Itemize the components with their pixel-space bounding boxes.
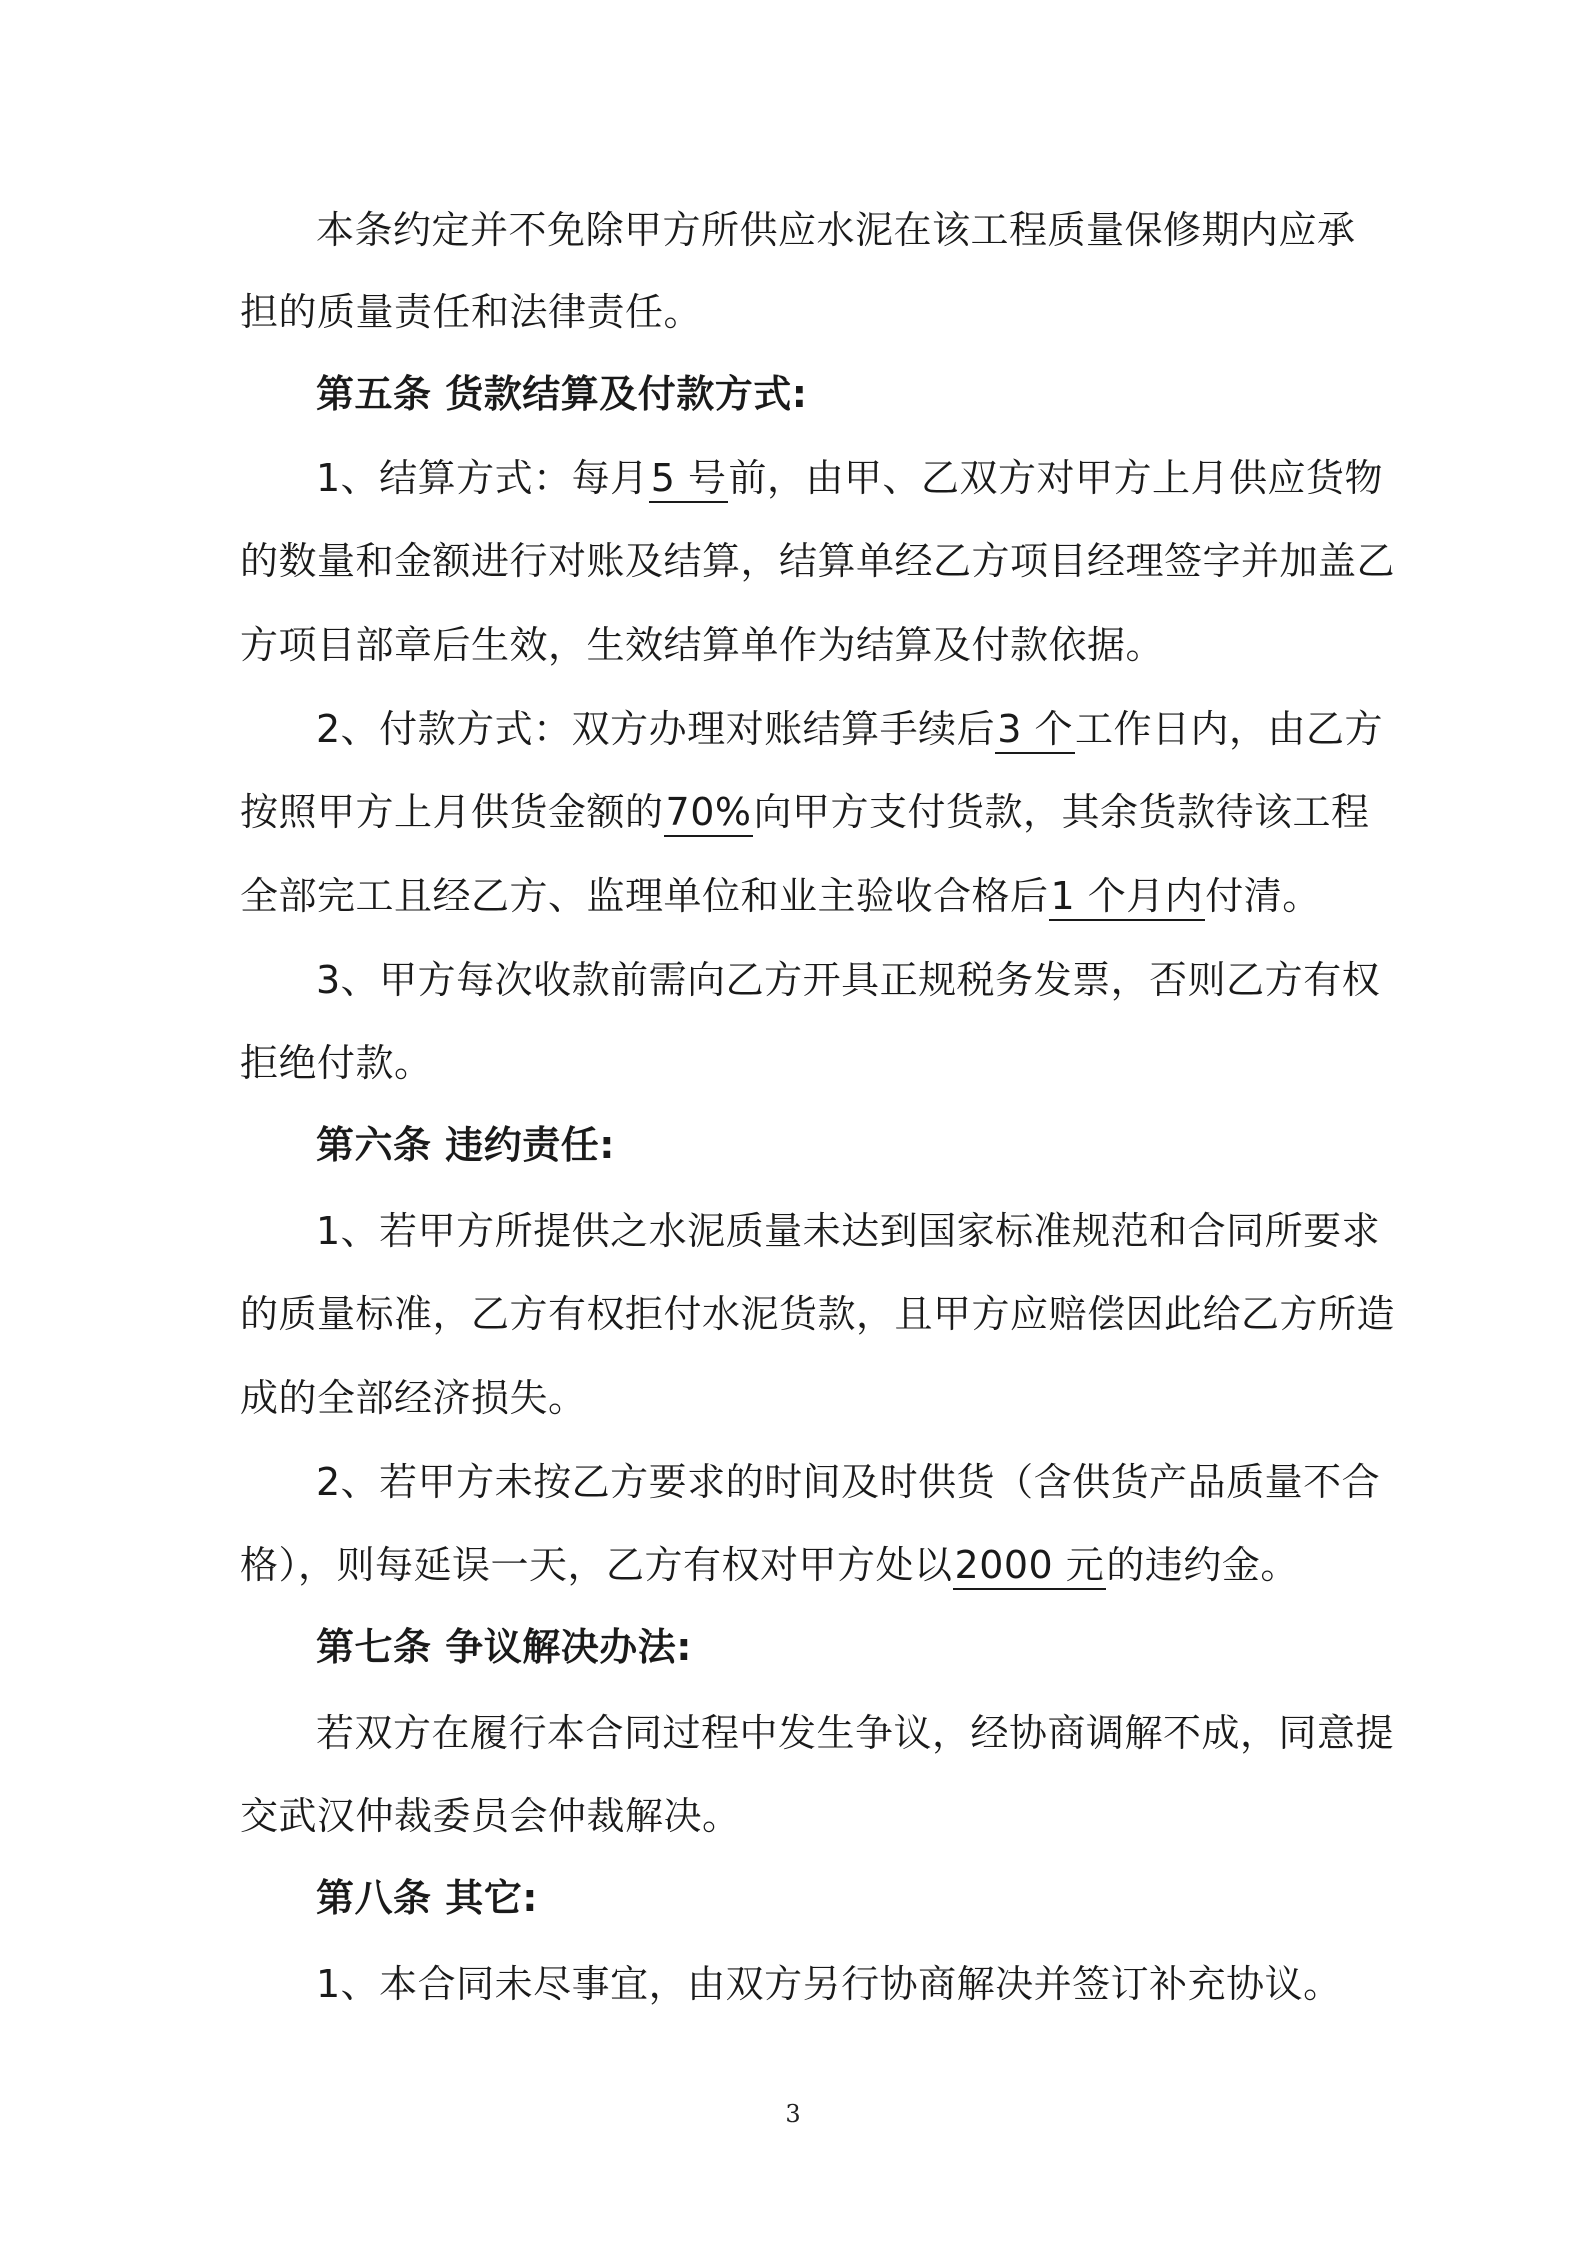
article-7-paragraph: 若双方在履行本合同过程中发生争议，经协商调解不成，同意提 xyxy=(316,1711,1395,1755)
paragraph-line: 拒绝付款。 xyxy=(240,1041,433,1085)
paragraph-line: 的数量和金额进行对账及结算，结算单经乙方项目经理签字并加盖乙 xyxy=(240,539,1396,583)
article-5-item-2: 2、付款方式：双方办理对账结算手续后3 个工作日内，由乙方 xyxy=(316,704,1360,754)
paragraph-line: 的质量标准，乙方有权拒付水泥货款，且甲方应赔偿因此给乙方所造 xyxy=(240,1292,1396,1336)
paragraph-line: 担的质量责任和法律责任。 xyxy=(240,290,703,334)
paragraph-line: 本条约定并不免除甲方所供应水泥在该工程质量保修期内应承 xyxy=(316,208,1356,252)
article-5-item-3: 3、甲方每次收款前需向乙方开具正规税务发票，否则乙方有权 xyxy=(316,958,1381,1002)
article-6-item-2: 2、若甲方未按乙方要求的时间及时供货（含供货产品质量不合 xyxy=(316,1460,1381,1504)
article-5-heading: 第五条 货款结算及付款方式: xyxy=(316,372,808,416)
page-number: 3 xyxy=(785,2100,801,2128)
paragraph-line: 成的全部经济损失。 xyxy=(240,1376,587,1420)
fill-in-months: 1 个月内 xyxy=(1049,873,1206,921)
paragraph-line: 全部完工且经乙方、监理单位和业主验收合格后1 个月内付清。 xyxy=(240,871,1360,921)
article-8-item-1: 1、本合同未尽事宜，由双方另行协商解决并签订补充协议。 xyxy=(316,1962,1342,2006)
article-7-heading: 第七条 争议解决办法: xyxy=(316,1625,692,1669)
fill-in-workdays: 3 个 xyxy=(995,706,1075,754)
paragraph-line: 方项目部章后生效，生效结算单作为结算及付款依据。 xyxy=(240,623,1165,667)
fill-in-penalty: 2000 元 xyxy=(953,1542,1107,1590)
paragraph-line: 交武汉仲裁委员会仲裁解决。 xyxy=(240,1794,741,1838)
article-8-heading: 第八条 其它: xyxy=(316,1876,538,1920)
article-6-item-1: 1、若甲方所提供之水泥质量未达到国家标准规范和合同所要求 xyxy=(316,1209,1381,1253)
paragraph-line: 按照甲方上月供货金额的70%向甲方支付货款，其余货款待该工程 xyxy=(240,787,1360,837)
paragraph-line: 格），则每延误一天，乙方有权对甲方处以2000 元的违约金。 xyxy=(240,1540,1360,1590)
article-5-item-1: 1、结算方式：每月5 号前，由甲、乙双方对甲方上月供应货物 xyxy=(316,453,1360,503)
fill-in-percentage: 70% xyxy=(664,789,754,837)
fill-in-day: 5 号 xyxy=(649,455,729,503)
article-6-heading: 第六条 违约责任: xyxy=(316,1123,615,1167)
